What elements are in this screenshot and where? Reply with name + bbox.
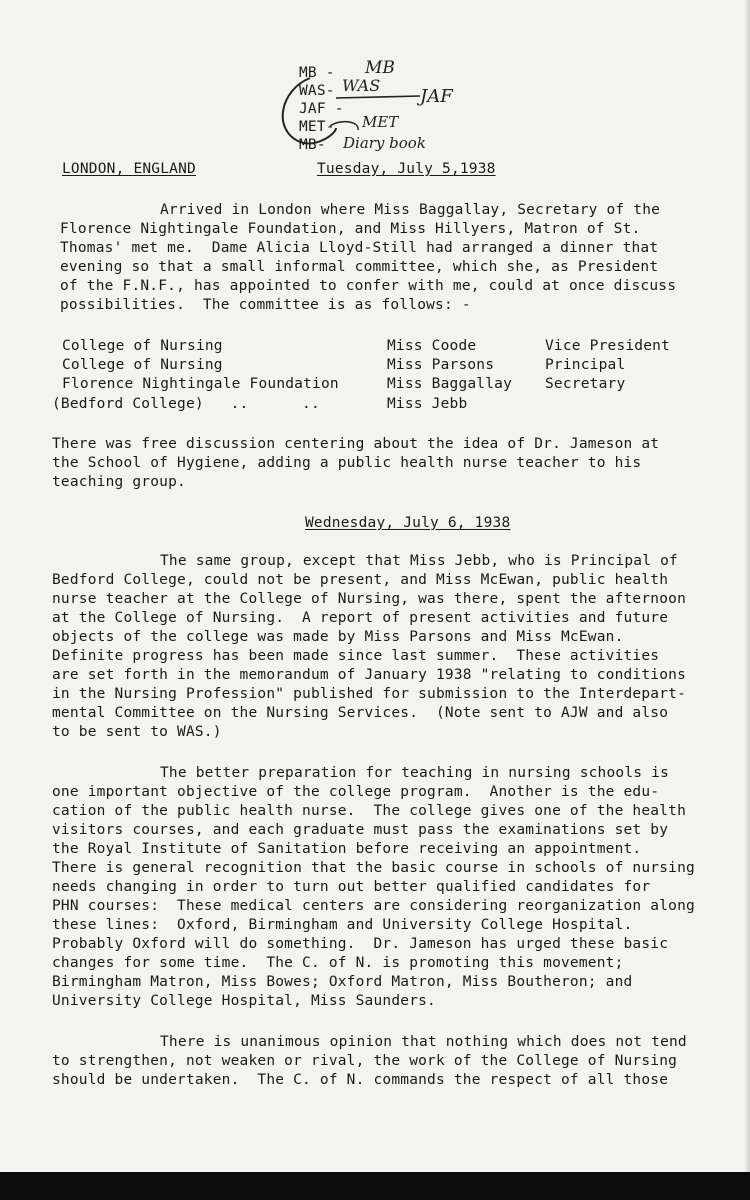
text-line: teaching group. (52, 474, 186, 490)
committee-role: Principal (545, 357, 626, 373)
text-line: to strengthen, not weaken or rival, the work of the College of Nursing (52, 1053, 678, 1069)
text-line: Birmingham Matron, Miss Bowes; Oxford Matron, Miss Boutheron; and (52, 974, 633, 990)
text-line: objects of the college was made by Miss Parsons and Miss McEwan. (52, 629, 624, 645)
text-line: The same group, except that Miss Jebb, who is Principal of (160, 553, 678, 569)
text-line: visitors courses, and each graduate must pass the examinations set by (52, 822, 669, 838)
text-line: these lines: Oxford, Birmingham and University College Hospital. (52, 917, 633, 933)
routing-line: JAF - (299, 101, 344, 117)
committee-org: College of Nursing (62, 338, 223, 354)
routing-line: MB- (299, 137, 326, 153)
text-line: Thomas' met me. Dame Alicia Lloyd-Still had arranged a dinner that (60, 240, 659, 256)
handwritten-initials: MB (365, 58, 395, 78)
text-line: one important objective of the college program. Another is the edu- (52, 784, 660, 800)
text-line: the Royal Institute of Sanitation before receiving an appointment. (52, 841, 642, 857)
text-line: cation of the public health nurse. The college gives one of the health (52, 803, 687, 819)
committee-role: Vice President (545, 338, 671, 354)
handwritten-marks (270, 70, 480, 160)
date-heading: Wednesday, July 6, 1938 (305, 515, 511, 531)
page-edge-shadow (744, 0, 750, 1172)
text-line: are set forth in the memorandum of January 1938 "relating to conditions (52, 667, 687, 683)
text-line: University College Hospital, Miss Saunders. (52, 993, 436, 1009)
text-line: Florence Nightingale Foundation, and Miss Hillyers, Matron of St. (60, 221, 641, 237)
text-line: There is unanimous opinion that nothing which does not tend (160, 1034, 687, 1050)
routing-line: MB - (299, 65, 335, 81)
committee-org: Florence Nightingale Foundation (62, 376, 339, 392)
text-line: needs changing in order to turn out better qualified candidates for (52, 879, 651, 895)
text-line: There is general recognition that the basic course in schools of nursing (52, 860, 695, 876)
text-line: Probably Oxford will do something. Dr. Jameson has urged these basic (52, 936, 669, 952)
scan-border (0, 1172, 750, 1200)
text-line: PHN courses: These medical centers are considering reorganization along (52, 898, 695, 914)
text-line: There was free discussion centering about the idea of Dr. Jameson at (52, 436, 660, 452)
text-line: Arrived in London where Miss Baggallay, Secretary of the (160, 202, 661, 218)
committee-name: Miss Parsons (387, 357, 495, 373)
handwritten-initials: JAF (420, 86, 453, 107)
date-heading: Tuesday, July 5,1938 (317, 161, 496, 177)
text-line: at the College of Nursing. A report of present activities and future (52, 610, 669, 626)
text-line: evening so that a small informal committee, which she, as President (60, 259, 659, 275)
text-line: possibilities. The committee is as follows: - (60, 297, 471, 313)
handwritten-initials: WAS (342, 76, 381, 95)
text-line: The better preparation for teaching in nursing schools is (160, 765, 669, 781)
text-line: Definite progress has been made since last summer. These activities (52, 648, 660, 664)
committee-name: Miss Coode (387, 338, 477, 354)
committee-name: Miss Baggallay (387, 376, 513, 392)
routing-line: MET- (299, 119, 335, 135)
committee-name: Miss Jebb (387, 396, 468, 412)
text-line: the School of Hygiene, adding a public health nurse teacher to his (52, 455, 642, 471)
location-heading: LONDON, ENGLAND (62, 161, 196, 177)
text-line: nurse teacher at the College of Nursing, was there, spent the afternoon (52, 591, 687, 607)
committee-org: (Bedford College) .. .. (52, 396, 320, 412)
committee-role: Secretary (545, 376, 626, 392)
text-line: mental Committee on the Nursing Services. (Note sent to AJW and also (52, 705, 669, 721)
committee-org: College of Nursing (62, 357, 223, 373)
text-line: Bedford College, could not be present, and Miss McEwan, public health (52, 572, 669, 588)
text-line: changes for some time. The C. of N. is promoting this movement; (52, 955, 624, 971)
text-line: of the F.N.F., has appointed to confer with me, could at once discuss (60, 278, 677, 294)
text-line: should be undertaken. The C. of N. commands the respect of all those (52, 1072, 669, 1088)
routing-line: WAS- (299, 83, 335, 99)
text-line: to be sent to WAS.) (52, 724, 222, 740)
handwritten-note: Diary book (343, 134, 426, 152)
text-line: in the Nursing Profession" published for submission to the Interdepart- (52, 686, 687, 702)
handwritten-initials: MET (362, 113, 399, 131)
